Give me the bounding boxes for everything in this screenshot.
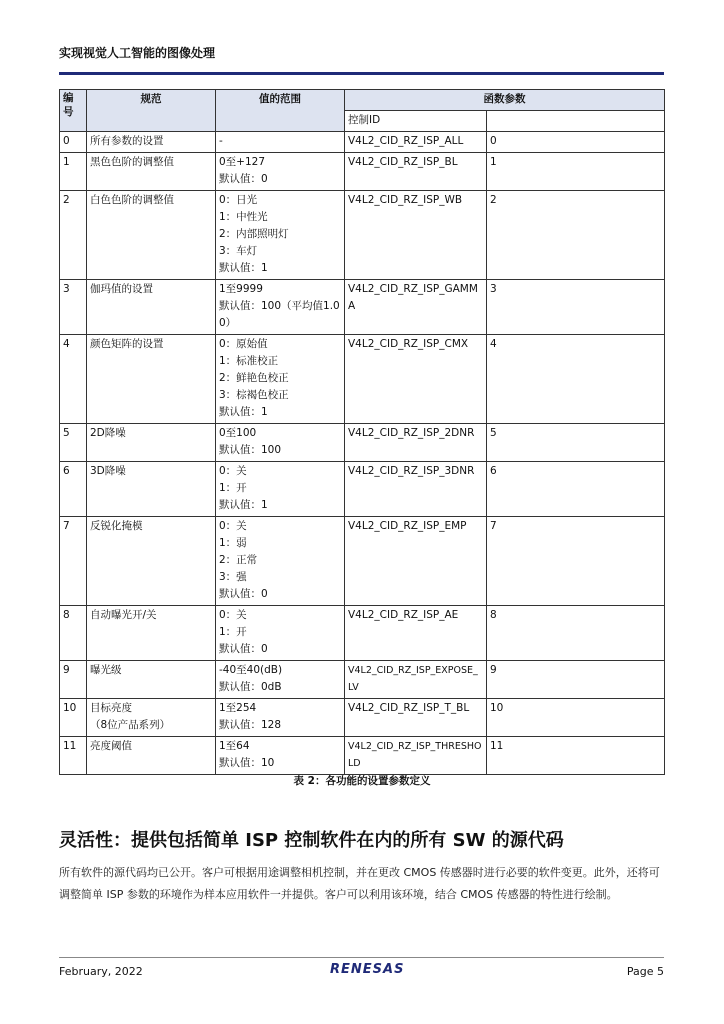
page-header-title: 实现视觉人工智能的图像处理 xyxy=(59,46,216,60)
range-line: 2：鲜艳色校正 xyxy=(219,372,289,384)
control-id-text: V4L2_CID_RZ_ISP_WB xyxy=(348,194,463,206)
range-line: 0：关 xyxy=(219,465,247,477)
header-divider xyxy=(59,72,664,75)
header-range: 值的范围 xyxy=(216,90,345,132)
row-control-value: 11 xyxy=(487,737,665,775)
range-line: 0：原始值 xyxy=(219,338,268,350)
row-number: 2 xyxy=(60,191,87,280)
row-value-range xyxy=(216,280,345,335)
range-line: 3：强 xyxy=(219,571,247,583)
range-line: 1：中性光 xyxy=(219,211,268,223)
range-line: 默认值：100（平均值1.00） xyxy=(219,300,340,329)
row-spec-name xyxy=(87,699,216,737)
control-id-text: V4L2_CID_RZ_ISP_ALL xyxy=(348,135,464,147)
range-line: 默认值：1 xyxy=(219,262,268,274)
spec-line: 反锐化掩模 xyxy=(90,520,143,532)
row-control-value: 6 xyxy=(487,462,665,517)
range-line: 默认值：10 xyxy=(219,757,275,769)
row-number: 9 xyxy=(60,661,87,699)
range-line: 默认值：0 xyxy=(219,643,268,655)
control-id-text: V4L2_CID_RZ_ISP_EXPOSE_LV xyxy=(348,665,478,693)
row-value-range xyxy=(216,153,345,191)
row-control-id xyxy=(345,699,487,737)
row-number: 11 xyxy=(60,737,87,775)
control-id-text: V4L2_CID_RZ_ISP_2DNR xyxy=(348,427,475,439)
range-line: 1：开 xyxy=(219,626,247,638)
range-line: 0至100 xyxy=(219,427,257,439)
range-line: 默认值：128 xyxy=(219,719,282,731)
footer-date: February, 2022 xyxy=(59,965,143,978)
range-line: 0：日光 xyxy=(219,194,258,206)
header-func-params: 函数参数 xyxy=(345,90,665,111)
spec-line: （8位产品系列） xyxy=(90,719,171,731)
row-control-value: 5 xyxy=(487,424,665,462)
range-line: 1至64 xyxy=(219,740,250,752)
row-value-range xyxy=(216,132,345,153)
spec-line: 所有参数的设置 xyxy=(90,135,164,147)
row-control-value: 2 xyxy=(487,191,665,280)
spec-line: 2D降噪 xyxy=(90,427,126,439)
row-spec-name xyxy=(87,737,216,775)
spec-line: 白色色阶的调整值 xyxy=(90,194,174,206)
row-value-range xyxy=(216,462,345,517)
section-heading: 灵活性：提供包括简单 ISP 控制软件在内的所有 SW 的源代码 xyxy=(59,830,564,851)
row-control-id xyxy=(345,462,487,517)
row-spec-name xyxy=(87,335,216,424)
range-line: 1至9999 xyxy=(219,283,263,295)
row-value-range xyxy=(216,424,345,462)
spec-line: 曝光级 xyxy=(90,664,122,676)
row-value-range xyxy=(216,737,345,775)
row-control-value: 9 xyxy=(487,661,665,699)
control-id-text: V4L2_CID_RZ_ISP_3DNR xyxy=(348,465,475,477)
row-value-range xyxy=(216,661,345,699)
spec-line: 亮度阈值 xyxy=(90,740,132,752)
control-id-text: V4L2_CID_RZ_ISP_AE xyxy=(348,609,459,621)
row-value-range xyxy=(216,699,345,737)
range-line: 3：车灯 xyxy=(219,245,258,257)
row-control-id xyxy=(345,661,487,699)
renesas-logo: RENESAS xyxy=(330,962,405,977)
row-spec-name xyxy=(87,606,216,661)
spec-line: 自动曝光开/关 xyxy=(90,609,157,621)
row-spec-name xyxy=(87,132,216,153)
row-spec-name xyxy=(87,280,216,335)
row-control-id xyxy=(345,737,487,775)
spec-line: 目标亮度 xyxy=(90,702,132,714)
range-line: -40至40(dB) xyxy=(219,664,283,676)
header-spec: 规范 xyxy=(87,90,216,132)
row-spec-name xyxy=(87,191,216,280)
range-line: 默认值：0dB xyxy=(219,681,282,693)
row-control-value: 1 xyxy=(487,153,665,191)
range-line: 1：标准校正 xyxy=(219,355,279,367)
header-control-id: 控制ID xyxy=(345,111,487,132)
parameter-table xyxy=(59,89,665,775)
row-control-value: 0 xyxy=(487,132,665,153)
row-number: 5 xyxy=(60,424,87,462)
range-line: 默认值：0 xyxy=(219,588,268,600)
row-control-id xyxy=(345,132,487,153)
range-line: 1：开 xyxy=(219,482,247,494)
footer-divider xyxy=(59,957,664,958)
table-caption: 表 2：各功能的设置参数定义 xyxy=(293,775,431,787)
table-body xyxy=(60,132,665,775)
row-number: 7 xyxy=(60,517,87,606)
table-row xyxy=(60,132,665,153)
row-control-id xyxy=(345,191,487,280)
row-control-id xyxy=(345,153,487,191)
row-number: 3 xyxy=(60,280,87,335)
control-id-text: V4L2_CID_RZ_ISP_EMP xyxy=(348,520,467,532)
range-line: 默认值：1 xyxy=(219,406,268,418)
spec-line: 3D降噪 xyxy=(90,465,126,477)
table-row xyxy=(60,606,665,661)
header-number: 编号 xyxy=(60,90,87,132)
row-control-value: 7 xyxy=(487,517,665,606)
table-row xyxy=(60,335,665,424)
row-control-value: 10 xyxy=(487,699,665,737)
row-control-value: 8 xyxy=(487,606,665,661)
control-id-text: V4L2_CID_RZ_ISP_T_BL xyxy=(348,702,470,714)
section-body: 所有软件的源代码均已公开。客户可根据用途调整相机控制，并在更改 CMOS 传感器时进行必要的软件变更。此外，还将可调整简单 ISP 参数的环境作为样本应用软件一并提供。客户可以利用该环境，结合 CMOS 传感器的特性进行绘制。 xyxy=(59,866,660,901)
header-control-value xyxy=(487,111,665,132)
range-line: 1：弱 xyxy=(219,537,247,549)
control-id-text: V4L2_CID_RZ_ISP_GAMMA xyxy=(348,283,478,312)
row-number: 10 xyxy=(60,699,87,737)
row-number: 0 xyxy=(60,132,87,153)
control-id-text: V4L2_CID_RZ_ISP_BL xyxy=(348,156,458,168)
row-spec-name xyxy=(87,661,216,699)
control-id-text: V4L2_CID_RZ_ISP_CMX xyxy=(348,338,469,350)
table-row xyxy=(60,191,665,280)
row-spec-name xyxy=(87,424,216,462)
table-row xyxy=(60,280,665,335)
row-number: 4 xyxy=(60,335,87,424)
table-row xyxy=(60,517,665,606)
row-spec-name xyxy=(87,153,216,191)
row-spec-name xyxy=(87,517,216,606)
table-row xyxy=(60,737,665,775)
row-number: 8 xyxy=(60,606,87,661)
row-spec-name xyxy=(87,462,216,517)
range-line: 默认值：1 xyxy=(219,499,268,511)
row-control-id xyxy=(345,517,487,606)
row-control-value: 3 xyxy=(487,280,665,335)
table-row xyxy=(60,661,665,699)
row-value-range xyxy=(216,517,345,606)
range-line: 2：内部照明灯 xyxy=(219,228,289,240)
range-line: 默认值：100 xyxy=(219,444,282,456)
range-line: 0：关 xyxy=(219,520,247,532)
table-row xyxy=(60,424,665,462)
control-id-text: V4L2_CID_RZ_ISP_THRESHOLD xyxy=(348,741,482,769)
row-control-id xyxy=(345,335,487,424)
range-line: 默认值：0 xyxy=(219,173,268,185)
footer-page-number: Page 5 xyxy=(626,965,664,978)
row-control-id xyxy=(345,606,487,661)
table-row xyxy=(60,462,665,517)
row-number: 6 xyxy=(60,462,87,517)
row-value-range xyxy=(216,191,345,280)
range-line: 0至+127 xyxy=(219,156,266,168)
row-control-value: 4 xyxy=(487,335,665,424)
range-line: 2：正常 xyxy=(219,554,258,566)
spec-line: 伽玛值的设置 xyxy=(90,283,153,295)
spec-line: 黑色色阶的调整值 xyxy=(90,156,174,168)
table-row xyxy=(60,153,665,191)
range-line: 0：关 xyxy=(219,609,247,621)
row-value-range xyxy=(216,606,345,661)
row-value-range xyxy=(216,335,345,424)
row-control-id xyxy=(345,424,487,462)
row-number: 1 xyxy=(60,153,87,191)
range-line: 1至254 xyxy=(219,702,257,714)
row-control-id xyxy=(345,280,487,335)
range-line: 3：棕褐色校正 xyxy=(219,389,289,401)
table-row xyxy=(60,699,665,737)
range-line: - xyxy=(219,135,223,147)
spec-line: 颜色矩阵的设置 xyxy=(90,338,164,350)
